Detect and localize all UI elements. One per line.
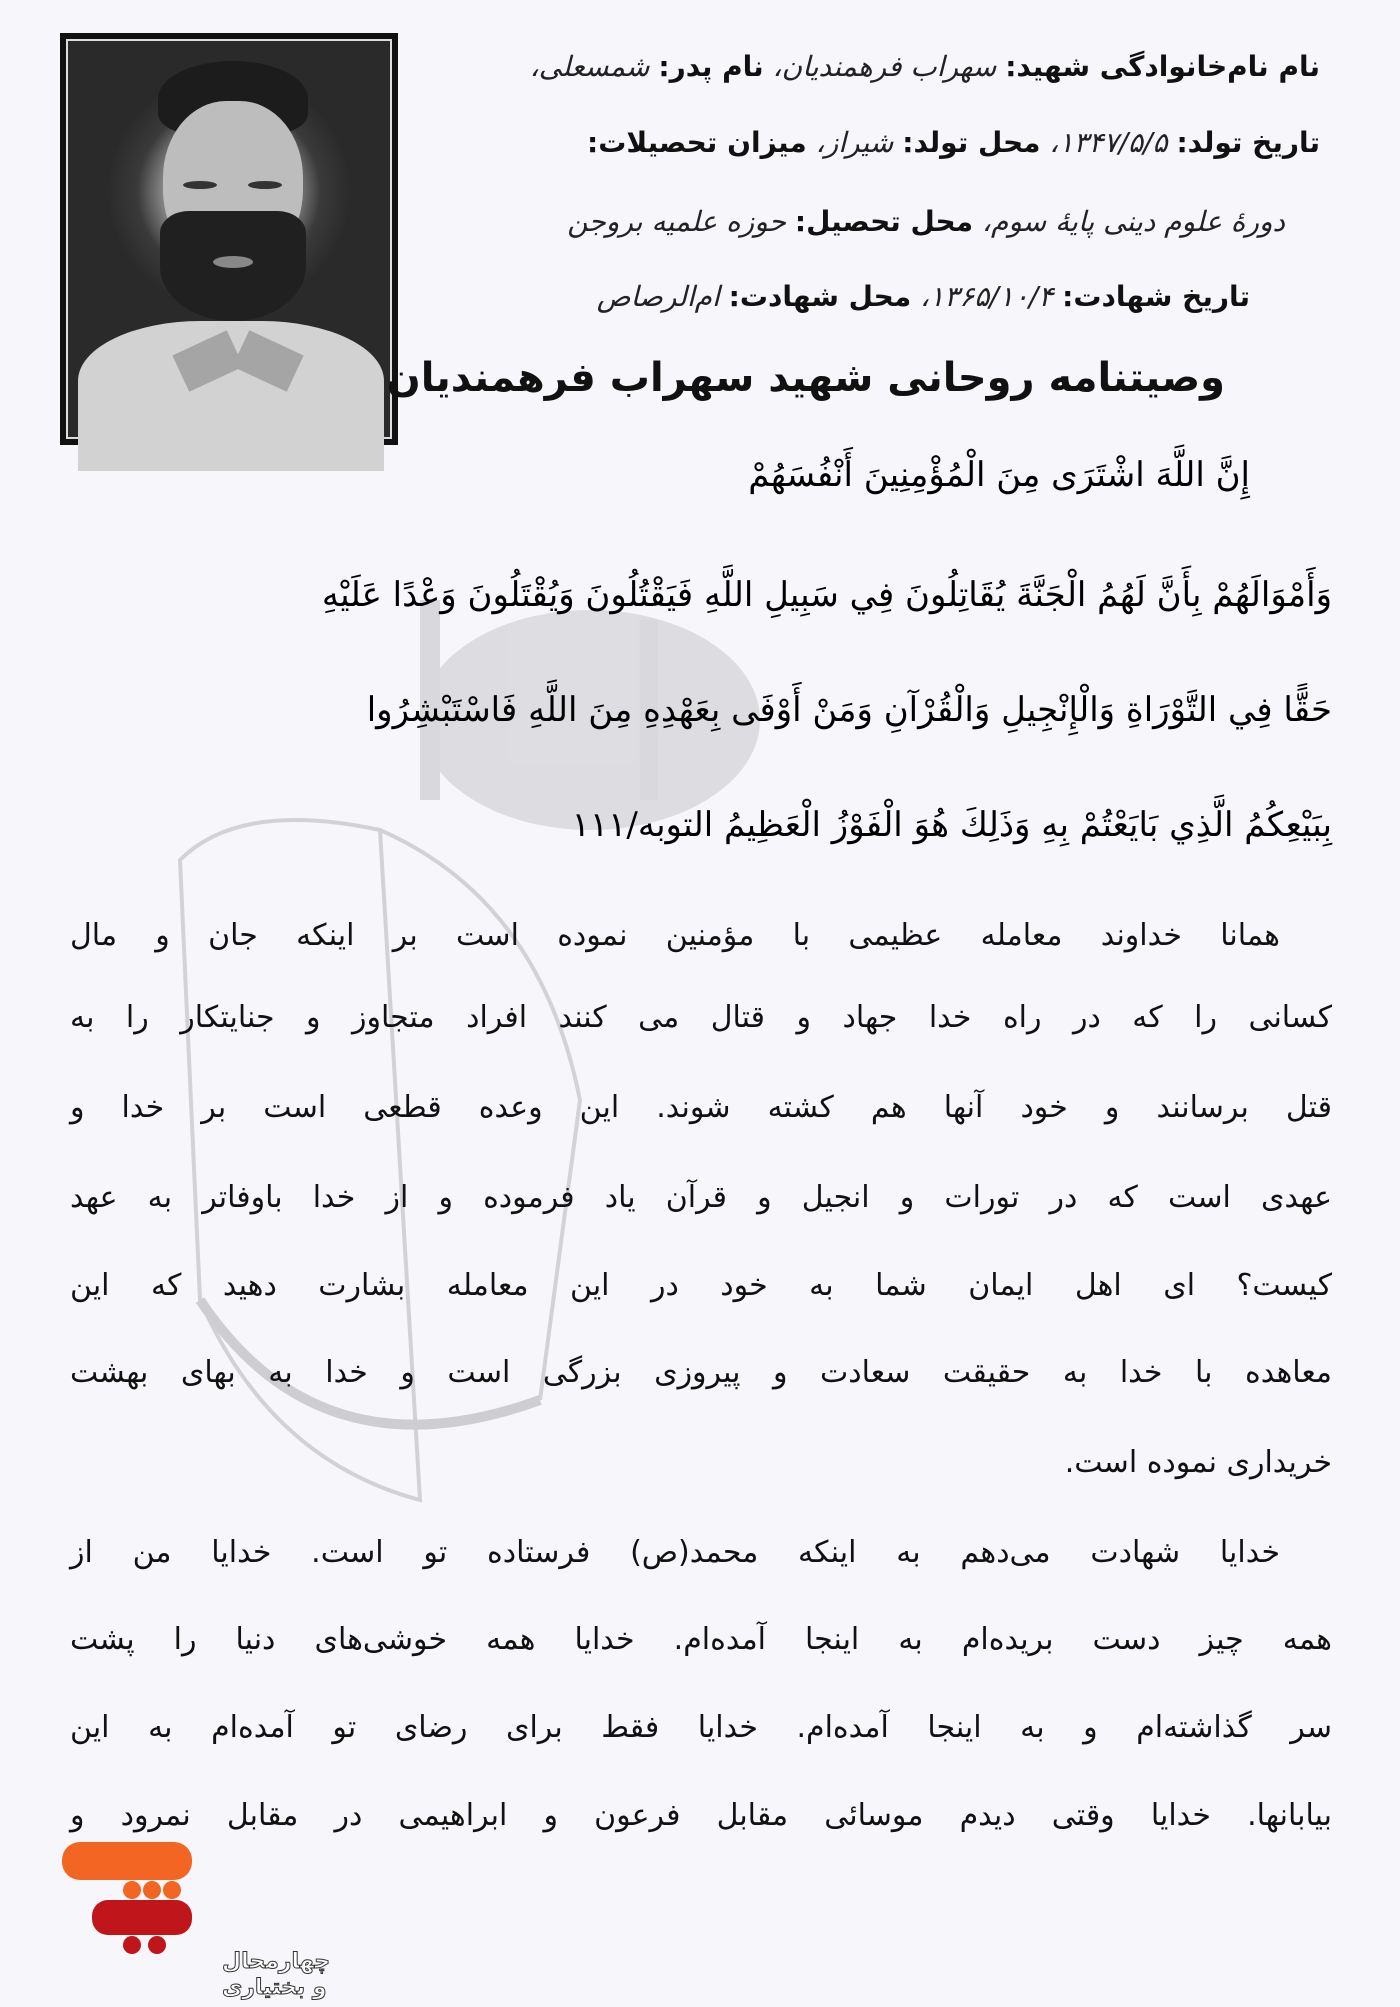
value-martyrdom-place: ام‌الرصاص (596, 280, 720, 313)
value-education: دورهٔ علوم دینی پایهٔ سوم، (981, 205, 1285, 238)
body-text-line: قتل برسانند و خود آنها هم کشته شوند. این وعده قطعی است بر خدا و (70, 1090, 1332, 1125)
body-text-line: همانا خداوند معامله عظیمی با مؤمنین نموده است بر اینکه جان و مال (70, 918, 1280, 953)
martyr-portrait-photo (60, 33, 398, 445)
quran-verse-line: إِنَّ اللَّهَ اشْتَرَى مِنَ الْمُؤْمِنِينَ أَنْفُسَهُمْ (748, 455, 1250, 495)
value-martyrdom-date: ۱۳۶۵/۱۰/۴، (920, 280, 1054, 313)
quran-verse-line: حَقًّا فِي التَّوْرَاةِ وَالْإِنْجِيلِ وَالْقُرْآنِ وَمَنْ أَوْفَى بِعَهْدِهِ مِنَ اللَّهِ فَاسْتَبْشِرُوا (366, 690, 1332, 730)
label-study-place: محل تحصیل: (794, 205, 974, 238)
value-birth-date: ۱۳۴۷/۵/۵، (1049, 126, 1168, 159)
label-father: نام پدر: (658, 50, 764, 83)
value-study-place: حوزه علمیه بروجن (567, 205, 786, 238)
value-name: سهراب فرهمندیان، (772, 50, 997, 83)
value-birth-place: شیراز، (815, 126, 894, 159)
body-text-line: بیابانها. خدایا وقتی دیدم موسائی مقابل فرعون و ابراهیمی در مقابل نمرود و (70, 1798, 1332, 1833)
info-line-name (530, 50, 1320, 83)
label-name: نام نام‌خانوادگی شهید: (1005, 50, 1320, 83)
value-father: شمسعلی، (529, 50, 650, 83)
info-line-birth (587, 126, 1320, 159)
quran-verse-line: بِبَيْعِكُمُ الَّذِي بَايَعْتُمْ بِهِ وَذَلِكَ هُوَ الْفَوْزُ الْعَظِيمُ التوبه/۱۱۱ (571, 805, 1332, 845)
quran-verse-line: وَأَمْوَالَهُمْ بِأَنَّ لَهُمُ الْجَنَّةَ يُقَاتِلُونَ فِي سَبِيلِ اللَّهِ فَيَقْتُلُونَ وَيُقْتَلُونَ وَعْدًا عَلَيْهِ (321, 575, 1332, 615)
body-text-line: خدایا شهادت می‌دهم به اینکه محمد(ص) فرستاده تو است. خدایا من از (70, 1535, 1280, 1570)
body-text-line: کیست؟ ای اهل ایمان شما به خود در این معامله بشارت دهید که این (70, 1268, 1332, 1303)
body-text-line: همه چیز دست بریده‌ام به اینجا آمده‌ام. خدایا همه خوشی‌های دنیا را پشت (70, 1622, 1332, 1657)
logo-text-line2: چهارمحال (222, 1949, 331, 1974)
body-text-line: خریداری نموده است. (1064, 1445, 1332, 1480)
label-education: میزان تحصیلات: (587, 126, 807, 159)
label-martyrdom-place: محل شهادت: (728, 280, 912, 313)
body-text-line: عهدی است که در تورات و انجیل و قرآن یاد فرموده و از خدا باوفاتر به عهد (70, 1180, 1332, 1215)
info-line-martyrdom (597, 280, 1250, 313)
label-martyrdom-date: تاریخ شهادت: (1062, 280, 1250, 313)
info-line-education (567, 205, 1285, 238)
label-birth-place: محل تولد: (902, 126, 1041, 159)
body-text-line: سر گذاشته‌ام و به اینجا آمده‌ام. خدایا فقط برای رضای تو آمده‌ام به این (70, 1710, 1332, 1745)
body-text-line: کسانی را که در راه خدا جهاد و قتال می کنند افراد متجاوز و جنایتکار را به (70, 1000, 1332, 1035)
document-title: وصیتنامه روحانی شهید سهراب فرهمندیان (386, 355, 1225, 401)
label-birth-date: تاریخ تولد: (1176, 126, 1320, 159)
navid-shahed-logo (12, 1830, 331, 2000)
body-text-line: معاهده با خدا به حقیقت سعادت و پیروزی بزرگی است و خدا به بهای بهشت (70, 1355, 1332, 1390)
logo-text-line3: و بختیاری (222, 1975, 327, 2000)
